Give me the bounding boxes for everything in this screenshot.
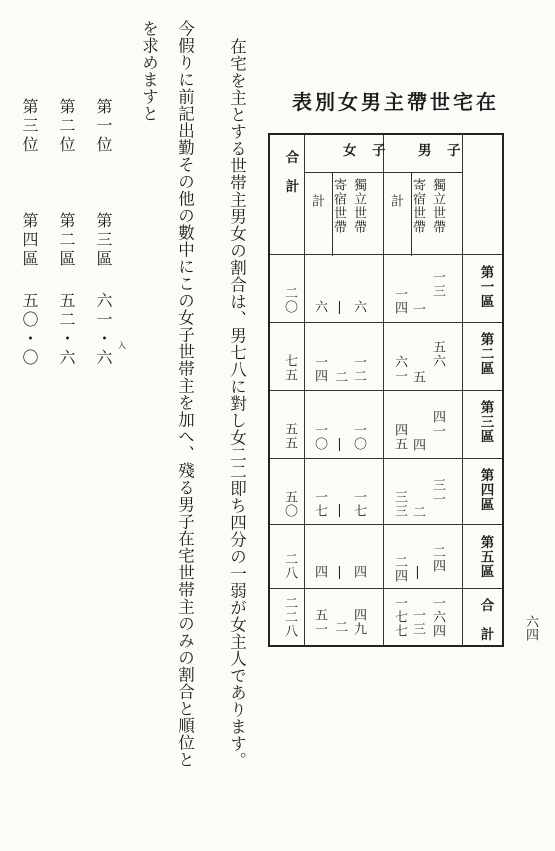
cell-r1-grand: 二〇 xyxy=(282,286,297,314)
header-female-total: 計 xyxy=(309,194,324,208)
header-male-lodging: 寄宿世帶 xyxy=(410,178,425,234)
row-district-2: 第二區 xyxy=(477,332,494,376)
cell-r1-f-indep: 六 xyxy=(351,300,366,314)
cell-r5-m-total: 二四 xyxy=(392,555,407,583)
cell-r2-m-total: 六一 xyxy=(392,355,407,383)
body-line-2: 今假りに前記出勤その他の數中にこの女子世帯主を加へ、殘る男子在宅世帯主のみの割合と順位と xyxy=(175,20,195,768)
cell-total-f-total: 五一 xyxy=(312,608,327,636)
cell-total-m-lodge: 一三 xyxy=(410,608,425,636)
header-female-independent: 獨立世帶 xyxy=(351,178,366,234)
rank-2-value: 五二・六 xyxy=(57,292,76,368)
row-district-3: 第三區 xyxy=(477,400,494,444)
cell-r1-m-lodge: 一 xyxy=(410,302,425,316)
cell-r2-m-indep: 五六 xyxy=(430,340,445,368)
cell-total-m-indep: 一六四 xyxy=(430,596,445,638)
cell-r4-f-lodge: | xyxy=(332,503,347,519)
page-number: 六四 xyxy=(523,615,538,641)
cell-r4-m-lodge: 二 xyxy=(410,505,425,519)
cell-r5-f-total: 四 xyxy=(312,565,327,579)
cell-r4-f-total: 一七 xyxy=(312,490,327,518)
cell-r4-f-indep: 一七 xyxy=(351,490,366,518)
cell-r4-m-indep: 三一 xyxy=(430,478,445,506)
body-line-1: 在宅を主とする世帯主男女の割合は、男七八に對し女二二即ち四分の一弱が女主人であります。 xyxy=(227,38,247,769)
cell-total-grand: 二二八 xyxy=(282,596,297,638)
header-female-group: 女 子 xyxy=(343,143,387,159)
row-district-total: 合 計 xyxy=(477,598,494,642)
cell-r3-f-total: 一〇 xyxy=(312,423,327,451)
cell-total-f-lodge: 二 xyxy=(332,620,347,634)
cell-total-m-total: 一七七 xyxy=(392,596,407,638)
cell-r1-m-indep: 一三 xyxy=(430,270,445,298)
rank-3-label: 第三位 xyxy=(20,98,39,155)
cell-r4-m-total: 三三 xyxy=(392,490,407,518)
rank-1-district: 第三區 xyxy=(94,212,113,269)
cell-r3-m-total: 四五 xyxy=(392,423,407,451)
header-male-group: 男 子 xyxy=(418,143,462,159)
header-female-lodging: 寄宿世帶 xyxy=(331,178,346,234)
cell-r2-m-lodge: 五 xyxy=(410,370,425,384)
ruby-annotation: 入 xyxy=(118,341,126,350)
body-line-3: を求めますと xyxy=(139,20,159,122)
cell-r3-f-lodge: | xyxy=(332,437,347,453)
cell-r5-m-indep: 二四 xyxy=(430,545,445,573)
cell-r5-f-lodge: | xyxy=(332,565,347,581)
row-district-1: 第一區 xyxy=(477,265,494,309)
cell-r1-f-lodge: | xyxy=(332,300,347,316)
cell-r3-m-indep: 四一 xyxy=(430,410,445,438)
cell-total-f-indep: 四九 xyxy=(351,608,366,636)
header-male-total: 計 xyxy=(388,194,403,208)
header-male-independent: 獨立世帶 xyxy=(430,178,445,234)
rank-1-value: 六一・六 xyxy=(94,292,113,368)
cell-r5-grand: 二八 xyxy=(282,552,297,580)
cell-r2-f-lodge: 二 xyxy=(332,370,347,384)
cell-r1-f-total: 六 xyxy=(312,300,327,314)
rank-1-label: 第一位 xyxy=(94,98,113,155)
header-grand-total: 合 計 xyxy=(282,150,299,194)
rank-3-value: 五〇・〇 xyxy=(20,292,39,368)
rank-2-district: 第二區 xyxy=(57,212,76,269)
data-table xyxy=(268,133,504,647)
cell-r5-f-indep: 四 xyxy=(351,565,366,579)
cell-r2-f-indep: 一二 xyxy=(351,355,366,383)
cell-r3-grand: 五五 xyxy=(282,422,297,450)
rank-2-label: 第二位 xyxy=(57,98,76,155)
row-district-4: 第四區 xyxy=(477,468,494,512)
cell-r2-grand: 七五 xyxy=(282,354,297,382)
cell-r3-f-indep: 一〇 xyxy=(351,423,366,451)
cell-r4-grand: 五〇 xyxy=(282,490,297,518)
cell-r5-m-lodge: | xyxy=(410,565,425,581)
table-title: 表別女男主帶世宅在 xyxy=(292,90,499,114)
row-district-5: 第五區 xyxy=(477,535,494,579)
cell-r3-m-lodge: 四 xyxy=(410,438,425,452)
cell-r1-m-total: 一四 xyxy=(392,287,407,315)
cell-r2-f-total: 一四 xyxy=(312,355,327,383)
rank-3-district: 第四區 xyxy=(20,212,39,269)
